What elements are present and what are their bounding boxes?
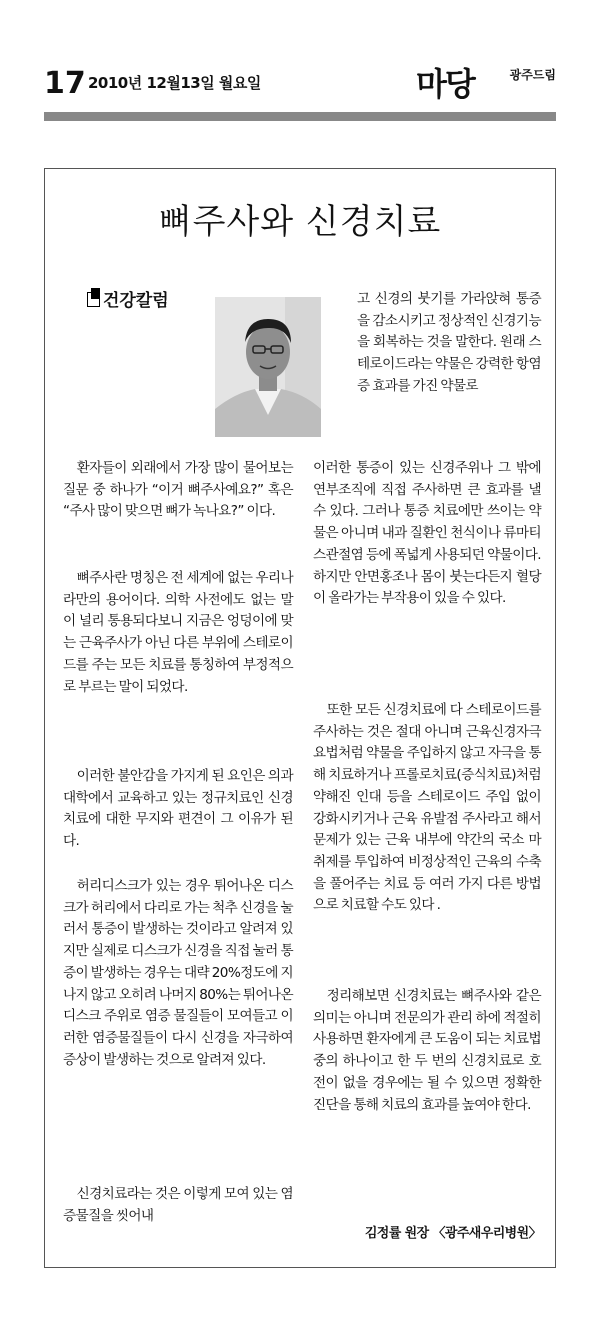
masthead: [44, 64, 556, 104]
body-paragraph: 고 신경의 붓기를 가라앉혀 통증을 감소시키고 정상적인 신경기능을 회복하는 것을 말한다. 원래 스테로이드라는 약물은 강력한 항염증 효과를 가진 약물로: [357, 291, 541, 394]
page-number: 17: [44, 66, 86, 101]
issue-date: 2010년 12월13일 월요일: [88, 74, 261, 92]
header-rule: [44, 112, 556, 121]
kicker-box-icon: [87, 292, 100, 307]
body-paragraph: 환자들이 외래에서 가장 많이 물어보는 질문 중 하나가 “이거 뼈주사예요?” 혹은 “주사 많이 맞으면 뼈가 녹나요?” 이다.: [63, 460, 293, 520]
body-paragraph: 허리디스크가 있는 경우 튀어나온 디스크가 허리에서 다리로 가는 척추 신경을 눌러서 통증이 발생하는 것이라고 알려져 있지만 실제로 디스크가 신경을 직접 눌러 통증이 발생하는 경우는 대략 20%정도에 지나지 않고 오히려 나머지 80%는 튀어나온 디스크 주위로 염증 물질들이 모여들고 이러한 염증물질들이 다시 신경을 자극하여 증상이 발생하는 것으로 알려져 있다.: [63, 878, 293, 1068]
body-paragraph: 이러한 불안감을 가지게 된 요인은 의과대학에서 교육하고 있는 정규치료인 신경치료에 대한 무지와 편견이 그 이유가 된다.: [63, 768, 293, 850]
author-portrait-icon: [215, 297, 321, 437]
publication-name: 광주드림: [509, 68, 556, 82]
body-paragraph: 이러한 통증이 있는 신경주위나 그 밖에 연부조직에 직접 주사하면 큰 효과를 낼 수 있다. 그러나 통증 치료에만 쓰이는 약물은 아니며 내과 질환인 천식이나 류마티스관절염 등에 폭넓게 사용되던 약물이다. 하지만 안면홍조나 몸이 붓는다든지 혈당이 올라가는 부작용이 있을 수 있다.: [313, 460, 541, 607]
kicker-label: 건강칼럼: [103, 291, 169, 311]
author-byline: 김정률 원장 〈광주새우리병원〉: [364, 1226, 541, 1241]
section-name: 마당: [416, 65, 474, 103]
author-photo: [215, 297, 321, 437]
article-box: [44, 168, 556, 1268]
article-title: 뼈주사와 신경치료: [158, 202, 442, 242]
body-paragraph: 뼈주사란 명칭은 전 세계에 없는 우리나라만의 용어이다. 의학 사전에도 없는 말이 널리 통용되다보니 지금은 엉덩이에 맞는 근육주사가 아닌 다른 부위에 스테로이드를 주는 모든 치료를 통칭하여 부정적으로 부르는 말이 되었다.: [63, 570, 293, 695]
column-kicker: [87, 289, 169, 313]
body-paragraph: 정리해보면 신경치료는 뼈주사와 같은 의미는 아니며 전문의가 관리 하에 적절히 사용하면 환자에게 큰 도움이 되는 치료법 중의 하나이고 한 두 번의 신경치료로 호전이 없을 경우에는 될 수 있으면 정확한 진단을 통해 치료의 효과를 높여야 한다.: [313, 988, 541, 1113]
body-paragraph: 신경치료라는 것은 이렇게 모여 있는 염증물질을 씻어내: [63, 1186, 293, 1224]
body-paragraph: 또한 모든 신경치료에 다 스테로이드를 주사하는 것은 절대 아니며 근육신경자극요법처럼 약물을 주입하지 않고 자극을 통해 치료하거나 프롤로치료(증식치료)처럼 약해진 인대 등을 스테로이드 주입 없이 강화시키거나 근육 유발점 주사라고 해서 문제가 있는 근육 내부에 약간의 국소 마취제를 투입하여 비정상적인 근육의 수축을 풀어주는 치료 등 여러 가지 다른 방법으로 치료할 수도 있다 .: [313, 702, 541, 914]
